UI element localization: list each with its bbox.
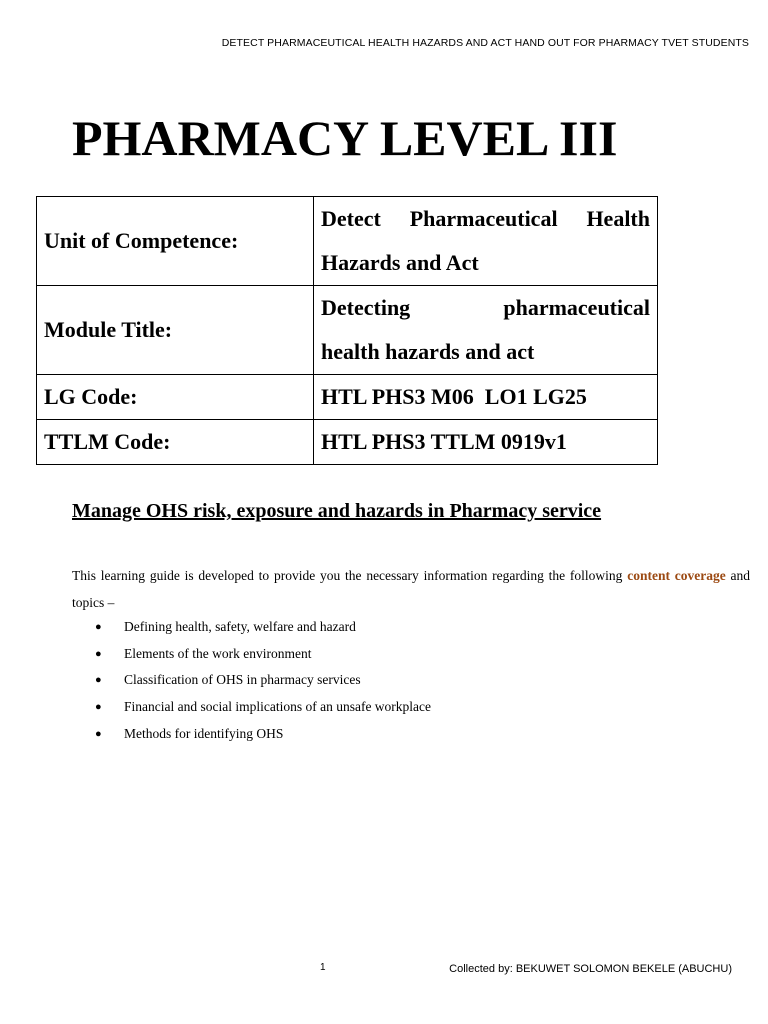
module-title-value: [314, 286, 658, 375]
intro-text-end: and topics –: [72, 568, 751, 610]
topic-list: [95, 614, 431, 747]
unit-of-competence-value: [314, 197, 658, 286]
section-heading: Manage OHS risk, exposure and hazards in Pharmacy service: [72, 500, 602, 522]
topic-text: Financial and social implications of an unsafe workplace: [124, 699, 432, 715]
table-row: [37, 197, 658, 286]
list-item: [95, 614, 431, 641]
module-title-label: Module Title:: [37, 286, 314, 375]
topic-text: Methods for identifying OHS: [124, 725, 284, 741]
table-row: [37, 420, 658, 465]
ttlm-code-label: TTLM Code:: [37, 420, 314, 465]
value-line: Hazards and Act: [321, 250, 479, 275]
value-line: Detecting pharmaceutical: [321, 295, 650, 320]
topic-text: Classification of OHS in pharmacy services: [124, 672, 361, 688]
value-line: health hazards and act: [321, 339, 535, 364]
bullet-icon: ●: [95, 727, 102, 740]
lg-code-value: HTL PHS3 M06 LO1 LG25: [314, 375, 658, 420]
unit-of-competence-label: Unit of Competence:: [37, 197, 314, 286]
lg-code-label: LG Code:: [37, 375, 314, 420]
bullet-icon: ●: [95, 621, 102, 634]
page-number: 1: [320, 962, 326, 973]
bullet-icon: ●: [95, 701, 102, 714]
running-header: DETECT PHARMACEUTICAL HEALTH HAZARDS AND ACT HAND OUT FOR PHARMACY TVET STUDENTS: [221, 37, 749, 49]
intro-paragraph: [72, 562, 750, 616]
content-coverage-highlight: content coverage: [627, 568, 726, 583]
value-line: Detect Pharmaceutical Health: [321, 206, 650, 231]
collected-by-footer: Collected by: BEKUWET SOLOMON BEKELE (ABUCHU): [449, 963, 732, 975]
module-info-table: [36, 196, 658, 465]
bullet-icon: ●: [95, 674, 102, 687]
list-item: [95, 694, 431, 721]
page-title: PHARMACY LEVEL III: [72, 110, 618, 166]
topic-text: Defining health, safety, welfare and hazard: [124, 619, 356, 635]
table-row: [37, 286, 658, 375]
list-item: [95, 641, 431, 668]
list-item: [95, 667, 431, 694]
ttlm-code-value: HTL PHS3 TTLM 0919v1: [314, 420, 658, 465]
intro-text: This learning guide is developed to provide you the necessary information regarding the following: [72, 568, 623, 583]
table-row: [37, 375, 658, 420]
list-item: [95, 720, 431, 747]
topic-text: Elements of the work environment: [124, 645, 312, 661]
bullet-icon: ●: [95, 647, 102, 660]
